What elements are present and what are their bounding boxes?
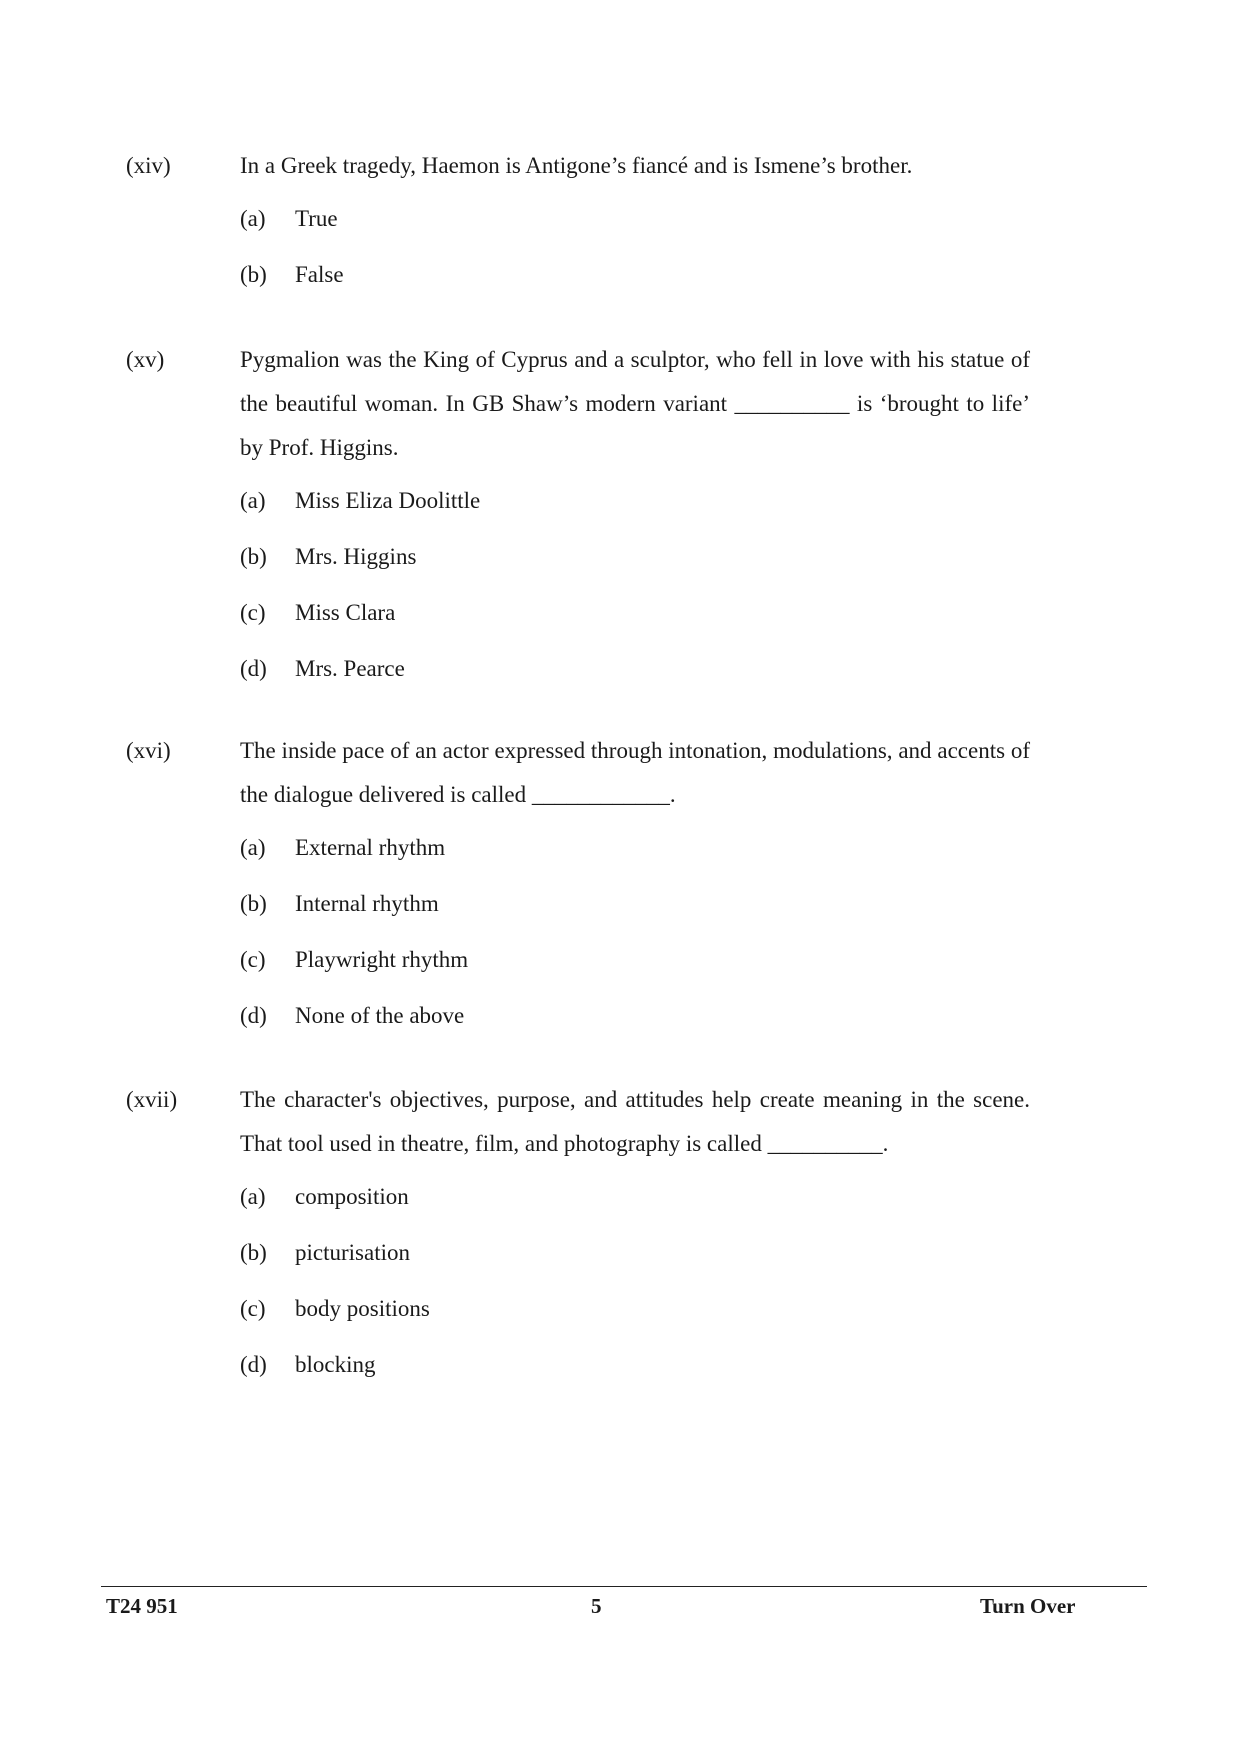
page-footer [0, 1588, 1241, 1624]
question-number: (xiv) [126, 153, 171, 178]
option-list [240, 197, 1030, 309]
option-item[interactable] [240, 1231, 1030, 1287]
option-text: Mrs. Pearce [295, 656, 405, 681]
option-label: (c) [240, 947, 266, 972]
option-text: Miss Clara [295, 600, 396, 625]
option-label: (b) [240, 262, 267, 287]
option-text: False [295, 262, 344, 287]
option-text: picturisation [295, 1240, 410, 1265]
question-row [126, 1078, 1030, 1166]
option-text: True [295, 206, 338, 231]
option-label: (b) [240, 544, 267, 569]
option-label: (d) [240, 1003, 267, 1028]
option-item[interactable] [240, 1175, 1030, 1231]
question-row [126, 338, 1030, 470]
option-item[interactable] [240, 826, 1030, 882]
question-text: Pygmalion was the King of Cyprus and a sculptor, who fell in love with his statue of the beautiful woman. In GB Shaw’s modern variant __________ is ‘brought to life’ by Prof. Higgins. [240, 347, 1030, 460]
option-label: (a) [240, 206, 266, 231]
option-list [240, 479, 1030, 703]
option-text: Miss Eliza Doolittle [295, 488, 481, 513]
question-number: (xv) [126, 347, 165, 372]
option-item[interactable] [240, 479, 1030, 535]
question-text: The inside pace of an actor expressed through intonation, modulations, and accents of the dialogue delivered is called ____________. [240, 738, 1030, 807]
option-label: (a) [240, 488, 266, 513]
option-text: composition [295, 1184, 409, 1209]
footer-divider [101, 1586, 1147, 1587]
question-number: (xvii) [126, 1087, 178, 1112]
option-item[interactable] [240, 1343, 1030, 1399]
page-number: 5 [591, 1594, 602, 1618]
option-label: (a) [240, 835, 266, 860]
option-label: (c) [240, 600, 266, 625]
question-text: The character's objectives, purpose, and attitudes help create meaning in the scene. That tool used in theatre, film, and photography is called __________. [240, 1087, 1030, 1156]
option-label: (a) [240, 1184, 266, 1209]
question-xvi [126, 729, 1030, 1050]
option-list [240, 826, 1030, 1050]
question-text: In a Greek tragedy, Haemon is Antigone’s fiancé and is Ismene’s brother. [240, 153, 913, 178]
question-number: (xvi) [126, 738, 171, 763]
question-row [126, 144, 1030, 188]
paper-code: T24 951 [106, 1594, 178, 1618]
question-xv [126, 338, 1030, 703]
option-label: (d) [240, 1352, 267, 1377]
question-row [126, 729, 1030, 817]
option-text: Playwright rhythm [295, 947, 469, 972]
option-text: Internal rhythm [295, 891, 439, 916]
option-item[interactable] [240, 1287, 1030, 1343]
option-item[interactable] [240, 197, 1030, 253]
turn-over-label: Turn Over [980, 1594, 1076, 1618]
option-item[interactable] [240, 535, 1030, 591]
option-item[interactable] [240, 647, 1030, 703]
option-item[interactable] [240, 994, 1030, 1050]
option-label: (b) [240, 891, 267, 916]
option-label: (c) [240, 1296, 266, 1321]
option-text: External rhythm [295, 835, 446, 860]
option-text: blocking [295, 1352, 376, 1377]
option-text: body positions [295, 1296, 430, 1321]
option-item[interactable] [240, 882, 1030, 938]
option-item[interactable] [240, 253, 1030, 309]
option-text: Mrs. Higgins [295, 544, 417, 569]
option-item[interactable] [240, 938, 1030, 994]
question-xvii [126, 1078, 1030, 1399]
option-text: None of the above [295, 1003, 465, 1028]
option-item[interactable] [240, 591, 1030, 647]
option-list [240, 1175, 1030, 1399]
option-label: (d) [240, 656, 267, 681]
option-label: (b) [240, 1240, 267, 1265]
question-xiv [126, 144, 1030, 309]
